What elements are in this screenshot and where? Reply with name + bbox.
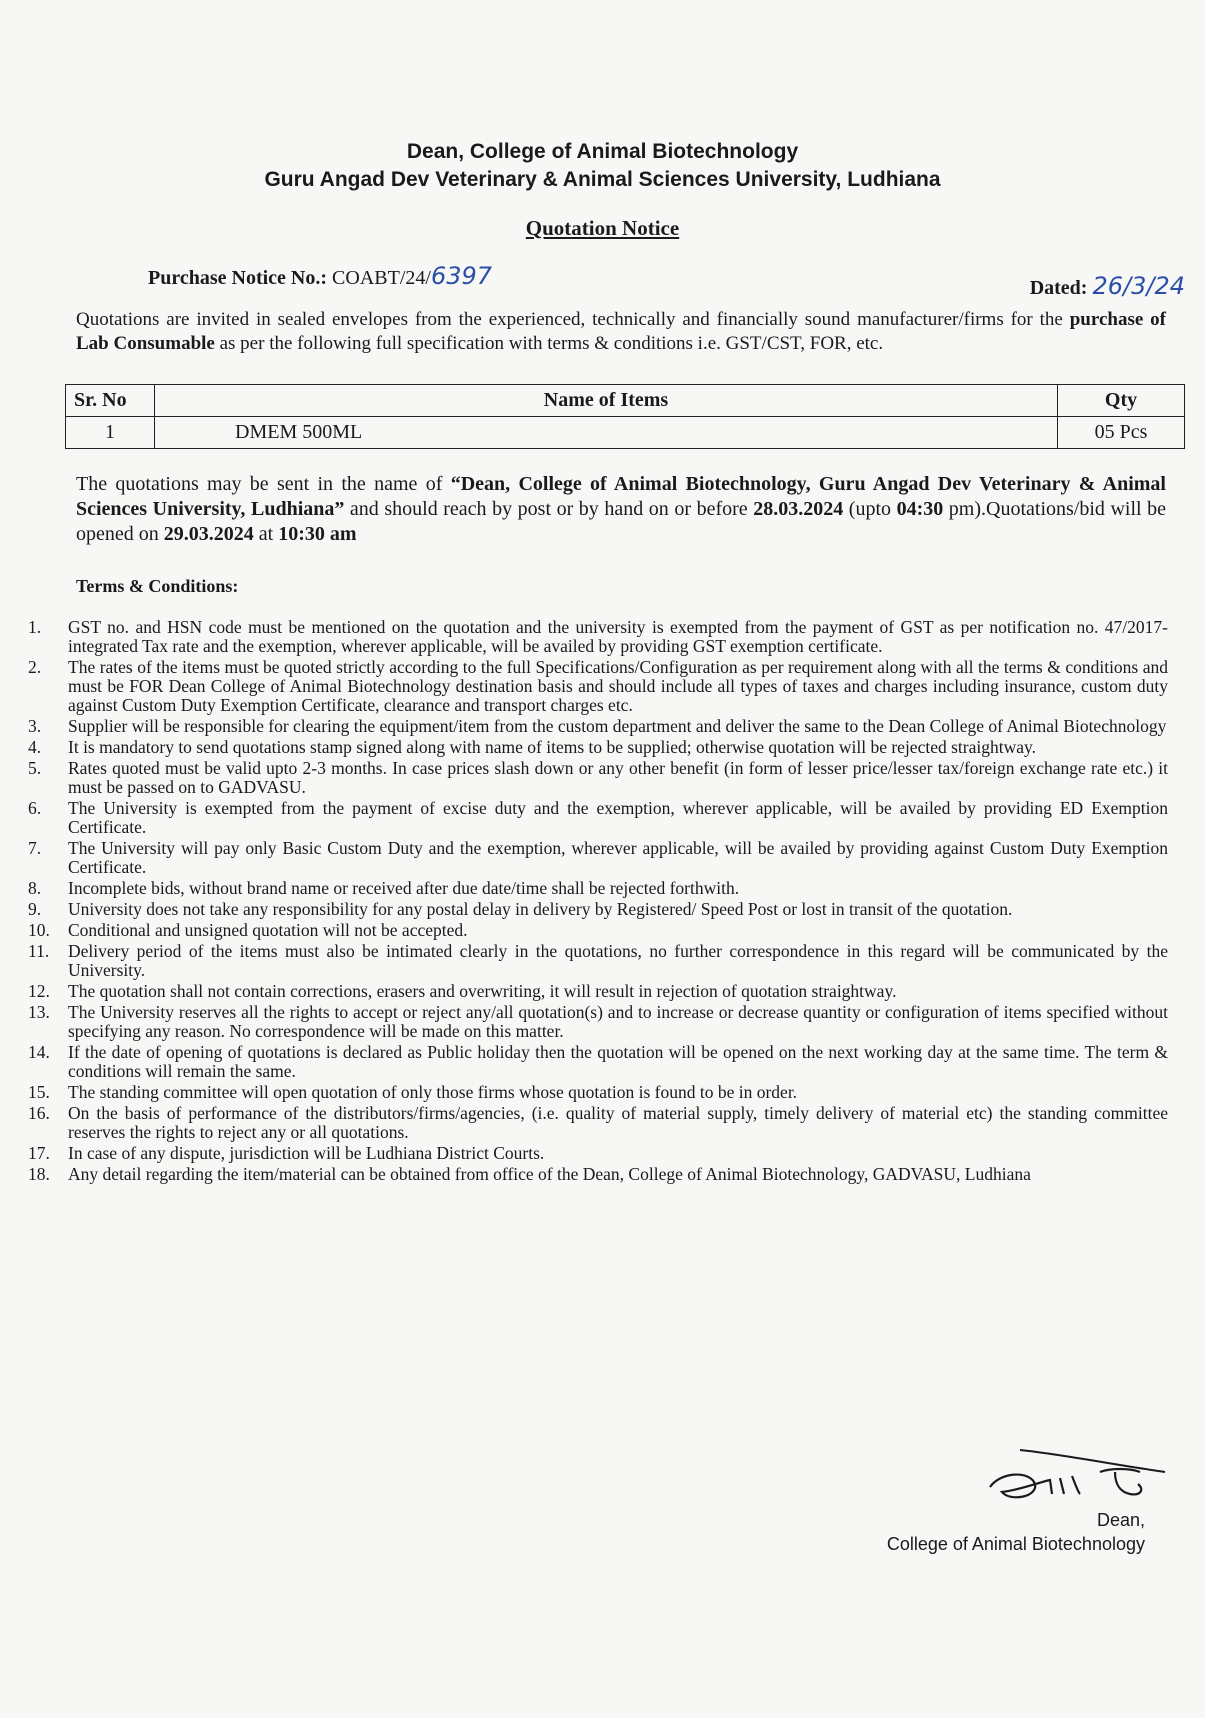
notice-title: Quotation Notice	[525, 216, 680, 240]
term-number: 13.	[28, 1002, 50, 1022]
list-item	[28, 1144, 1168, 1163]
term-number: 11.	[28, 941, 50, 961]
term-number: 17.	[28, 1143, 50, 1163]
term-number: 1.	[28, 617, 42, 637]
term-text: The University will pay only Basic Custom Duty and the exemption, wherever applicable, will be availed by providing against Custom Duty Exemption Certificate.	[68, 838, 1168, 877]
list-item	[28, 799, 1168, 837]
term-number: 16.	[28, 1103, 50, 1123]
header-sr-no: Sr. No	[66, 385, 155, 417]
handwritten-signature-icon	[980, 1442, 1170, 1512]
term-text: The University is exempted from the payment of excise duty and the exemption, wherever applicable, will be availed by providing ED Exemption Certificate.	[68, 798, 1168, 837]
terms-list	[28, 618, 1168, 1186]
term-number: 7.	[28, 838, 42, 858]
term-number: 3.	[28, 716, 42, 736]
purchase-notice-prefix: COABT/24/	[332, 267, 431, 289]
dated	[1030, 272, 1185, 300]
term-number: 5.	[28, 758, 42, 778]
list-item	[28, 942, 1168, 980]
signatory-line-1: Dean,	[1096, 1510, 1145, 1530]
term-text: Supplier will be responsible for clearing the equipment/item from the custom department and deliver the same to the Dean College of Animal Biotechnology	[68, 716, 1167, 736]
term-text: On the basis of performance of the distributors/firms/agencies, (i.e. quality of material supply, timely delivery of material etc) the standing committee reserves the rights to reject any or all quotations.	[68, 1103, 1168, 1142]
list-item	[28, 1003, 1168, 1041]
term-text: In case of any dispute, jurisdiction will be Ludhiana District Courts.	[68, 1143, 545, 1163]
dated-label: Dated:	[1029, 277, 1088, 299]
send-text-1: The quotations may be sent in the name of	[76, 473, 451, 495]
list-item	[28, 1165, 1168, 1184]
term-number: 8.	[28, 878, 42, 898]
term-text: The quotation shall not contain corrections, erasers and overwriting, it will result in rejection of quotation straightway.	[68, 981, 897, 1001]
purchase-notice-label: Purchase Notice No.:	[148, 267, 328, 289]
header-qty: Qty	[1058, 385, 1185, 417]
term-text: Incomplete bids, without brand name or received after due date/time shall be rejected forthwith.	[68, 878, 740, 898]
header-name-of-items: Name of Items	[155, 385, 1058, 417]
term-number: 9.	[28, 899, 42, 919]
term-number: 10.	[28, 920, 50, 940]
term-text: It is mandatory to send quotations stamp signed along with name of items to be supplied; otherwise quotation will be rejected straightway.	[68, 737, 1036, 757]
intro-part-2: as per the following full specification with terms & conditions i.e. GST/CST, FOR, etc.	[214, 333, 884, 354]
list-item	[28, 658, 1168, 715]
list-item	[28, 1104, 1168, 1142]
term-number: 6.	[28, 798, 42, 818]
purchase-notice-handwritten-number: 6397	[430, 262, 493, 290]
cell-qty: 05 Pcs	[1058, 417, 1185, 449]
dated-handwritten-value: 26/3/24	[1092, 272, 1185, 300]
send-text-3: (upto	[843, 498, 897, 520]
signatory-title	[887, 1508, 1145, 1556]
list-item	[28, 900, 1168, 919]
send-text-2: and should reach by post or by hand on or before	[344, 498, 754, 520]
term-number: 4.	[28, 737, 42, 757]
term-number: 2.	[28, 657, 42, 677]
intro-part-1: Quotations are invited in sealed envelopes from the experienced, technically and financially sound manufacturer/firms for the	[76, 309, 1070, 330]
send-opening-time: 10:30 am	[278, 523, 357, 545]
term-text: If the date of opening of quotations is declared as Public holiday then the quotation will be opened on the next working day at the same time. The term & conditions will remain the same.	[68, 1042, 1168, 1081]
intro-paragraph	[76, 308, 1166, 356]
send-due-time: 04:30	[896, 498, 944, 520]
list-item	[28, 759, 1168, 797]
list-item	[28, 1043, 1168, 1081]
term-text: University does not take any responsibility for any postal delay in delivery by Registered/ Speed Post or lost in transit of the quotation.	[68, 899, 1013, 919]
send-addressee: “Dean, College of Animal Biotechnology, Guru Angad Dev Veterinary & Animal Sciences University, Ludhiana”	[76, 473, 1166, 520]
list-item	[28, 717, 1168, 736]
header-line-1: Dean, College of Animal Biotechnology	[406, 140, 799, 163]
terms-heading: Terms & Conditions:	[76, 576, 239, 596]
list-item	[28, 879, 1168, 898]
send-text-5: at	[253, 523, 279, 545]
table-row	[66, 417, 1185, 449]
term-text: The standing committee will open quotation of only those firms whose quotation is found to be in order.	[68, 1082, 798, 1102]
send-due-date: 28.03.2024	[753, 498, 844, 520]
items-table	[65, 384, 1185, 449]
term-number: 12.	[28, 981, 50, 1001]
term-text: GST no. and HSN code must be mentioned on the quotation and the university is exempted from the payment of GST as per notification no. 47/2017-integrated Tax rate and the exemption, wherever applicable, will be availed by providing GST exemption certificate.	[68, 617, 1168, 656]
term-text: Any detail regarding the item/material can be obtained from office of the Dean, College of Animal Biotechnology, GADVASU, Ludhiana	[68, 1164, 1031, 1184]
term-text: Delivery period of the items must also be intimated clearly in the quotations, no further correspondence in this regard will be communicated by the University.	[68, 941, 1168, 980]
cell-sr: 1	[66, 417, 155, 449]
list-item	[28, 982, 1168, 1001]
term-number: 18.	[28, 1164, 50, 1184]
signatory-line-2: College of Animal Biotechnology	[886, 1534, 1145, 1554]
table-header-row	[66, 385, 1185, 417]
term-text: Rates quoted must be valid upto 2-3 months. In case prices slash down or any other benefit (in form of lesser price/lesser tax/foreign exchange rate etc.) it must be passed on to GADVASU.	[68, 758, 1168, 797]
purchase-notice-number	[148, 262, 492, 290]
send-text-4: pm).Quotations/bid will be opened on	[76, 498, 1167, 545]
list-item	[28, 738, 1168, 757]
term-number: 15.	[28, 1082, 50, 1102]
term-text: Conditional and unsigned quotation will not be accepted.	[68, 920, 468, 940]
list-item	[28, 921, 1168, 940]
term-text: The University reserves all the rights to accept or reject any/all quotation(s) and to increase or decrease quantity or configuration of items specified without specifying any reason. No correspondence will be made on this matter.	[68, 1002, 1168, 1041]
intro-bold: purchase of Lab Consumable	[76, 309, 1166, 354]
list-item	[28, 1083, 1168, 1102]
term-number: 14.	[28, 1042, 50, 1062]
cell-name: DMEM 500ML	[155, 417, 1058, 449]
send-opening-date: 29.03.2024	[163, 523, 254, 545]
submission-paragraph	[76, 472, 1166, 547]
list-item	[28, 839, 1168, 877]
term-text: The rates of the items must be quoted strictly according to the full Specifications/Configuration as per requirement along with all the terms & conditions and must be FOR Dean College of Animal Biotechnology destination basis and should include all types of taxes and charges including insurance, custom duty against Custom Duty Exemption Certificate, clearance and transport charges etc.	[68, 657, 1168, 715]
header-line-2: Guru Angad Dev Veterinary & Animal Sciences University, Ludhiana	[264, 168, 941, 191]
list-item	[28, 618, 1168, 656]
